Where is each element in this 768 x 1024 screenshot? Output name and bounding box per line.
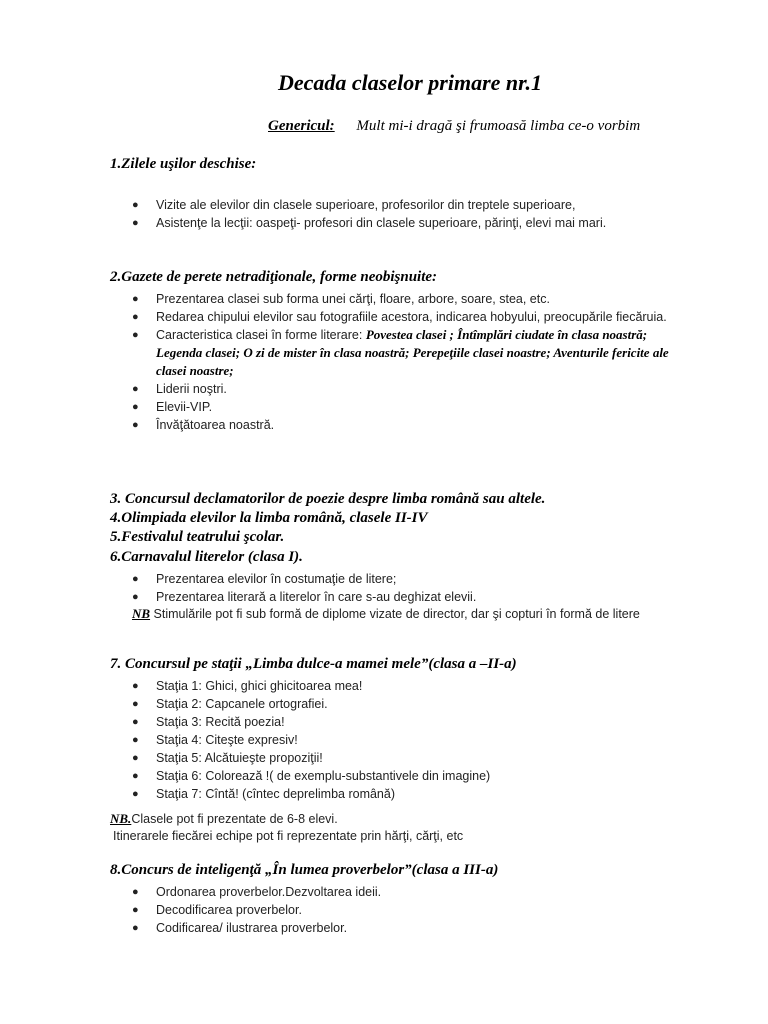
bullet-icon: ● (132, 770, 139, 782)
section-8-heading: 8.Concurs de inteligenţă „În lumea proverbelor”(clasa a III-a) (110, 862, 499, 878)
bullet-icon: ● (132, 311, 139, 323)
section-7-list (130, 677, 490, 803)
nb-label: NB. (110, 811, 132, 826)
genericul-text: Mult mi-i dragă şi frumoasă limba ce-o vorbim (356, 118, 641, 134)
list-item: ● Ordonarea proverbelor.Dezvoltarea ideii. (132, 885, 382, 899)
list-item: ● Staţia 3: Recită poezia! (132, 715, 285, 729)
list-item: ● Staţia 1: Ghici, ghici ghicitoarea mea! (132, 679, 363, 693)
bullet-icon: ● (132, 886, 139, 898)
bullet-icon: ● (132, 734, 139, 746)
nb-label: NB (132, 606, 151, 621)
bullet-icon: ● (132, 752, 139, 764)
bullet-icon: ● (132, 383, 139, 395)
section-7-note: NB.Clasele pot fi prezentate de 6-8 elevi. Itinerarele fiecărei echipe pot fi reprezentate prin hărţi, cărţi, etc (110, 811, 464, 843)
bullet-icon: ● (132, 293, 139, 305)
section-6-list (130, 570, 476, 606)
bullet-icon: ● (132, 329, 139, 341)
bullet-icon: ● (132, 716, 139, 728)
list-item: ● Prezentarea elevilor în costumaţie de litere; (132, 572, 397, 586)
section-1-heading: 1.Zilele uşilor deschise: (110, 156, 257, 172)
list-item: ● Decodificarea proverbelor. (132, 903, 302, 917)
bullet-icon: ● (132, 591, 139, 603)
bullet-icon: ● (132, 419, 139, 431)
section-1-list (130, 196, 606, 232)
section-4-heading: 4.Olimpiada elevilor la limba română, clasele II-IV (110, 510, 428, 526)
bullet-icon: ● (132, 904, 139, 916)
bullet-icon: ● (132, 680, 139, 692)
list-item: ● Vizite ale elevilor din clasele superioare, profesorilor din treptele superioare, (132, 198, 576, 212)
section-6-heading: 6.Carnavalul literelor (clasa I). (110, 549, 303, 565)
bullet-icon: ● (132, 401, 139, 413)
bullet-icon: ● (132, 199, 139, 211)
section-6-note: NB Stimulările pot fi sub formă de diplome vizate de director, dar şi copturi în formă de litere (132, 606, 640, 621)
list-item: ● Staţia 4: Citeşte expresiv! (132, 733, 298, 747)
list-item: ● Staţia 5: Alcătuieşte propoziţii! (132, 751, 323, 765)
list-item: ● Liderii noştri. (132, 382, 227, 396)
section-5-heading: 5.Festivalul teatrului şcolar. (110, 529, 285, 545)
list-item: ● Caracteristica clasei în forme literare: Povestea clasei ; Întîmplări ciudate în clasa noastră; Legenda clasei; O zi de mister în clasa noastră; Perepeţiile clasei noastre; Aventurile fericite ale clasei noastre; (132, 327, 669, 378)
literary-forms: Povestea clasei ; Întîmplări ciudate în clasa noastră; Legenda clasei; O zi de mister în clasa noastră; Perepeţiile clasei noastre; Aventurile fericite ale clasei noastre; (156, 327, 669, 378)
section-2-heading: 2.Gazete de perete netradiţionale, forme neobişnuite: (110, 269, 438, 285)
section-3-heading: 3. Concursul declamatorilor de poezie despre limba română sau altele. (110, 491, 546, 507)
list-item: ● Prezentarea clasei sub forma unei cărţi, floare, arbore, soare, stea, etc. (132, 292, 550, 306)
document-title: Decada claselor primare nr.1 (278, 70, 542, 95)
bullet-icon: ● (132, 922, 139, 934)
bullet-icon: ● (132, 573, 139, 585)
section-2-list (130, 290, 690, 434)
genericul-line (268, 118, 640, 135)
section-8-list (130, 883, 381, 937)
list-item: ● Asistenţe la lecţii: oaspeţi- profesori din clasele superioare, părinţi, elevi mai mari. (132, 216, 607, 230)
bullet-icon: ● (132, 788, 139, 800)
list-item: ● Staţia 7: Cîntă! (cîntec deprelimba română) (132, 787, 396, 801)
list-item: ● Învăţătoarea noastră. (132, 418, 275, 432)
genericul-label: Genericul: (268, 118, 335, 134)
list-item: ● Prezentarea literară a literelor în care s-au deghizat elevii. (132, 590, 477, 604)
section-7-heading: 7. Concursul pe staţii „Limba dulce-a mamei mele”(clasa a –II-a) (110, 656, 517, 672)
list-item: ● Redarea chipului elevilor sau fotografiile acestora, indicarea hobyului, preocupările fiecăruia. (132, 310, 667, 324)
bullet-icon: ● (132, 698, 139, 710)
list-item: ● Staţia 6: Colorează !( de exemplu-substantivele din imagine) (132, 769, 491, 783)
list-item: ● Codificarea/ ilustrarea proverbelor. (132, 921, 348, 935)
list-item: ● Staţia 2: Capcanele ortografiei. (132, 697, 328, 711)
list-item: ● Elevii-VIP. (132, 400, 213, 414)
bullet-icon: ● (132, 217, 139, 229)
